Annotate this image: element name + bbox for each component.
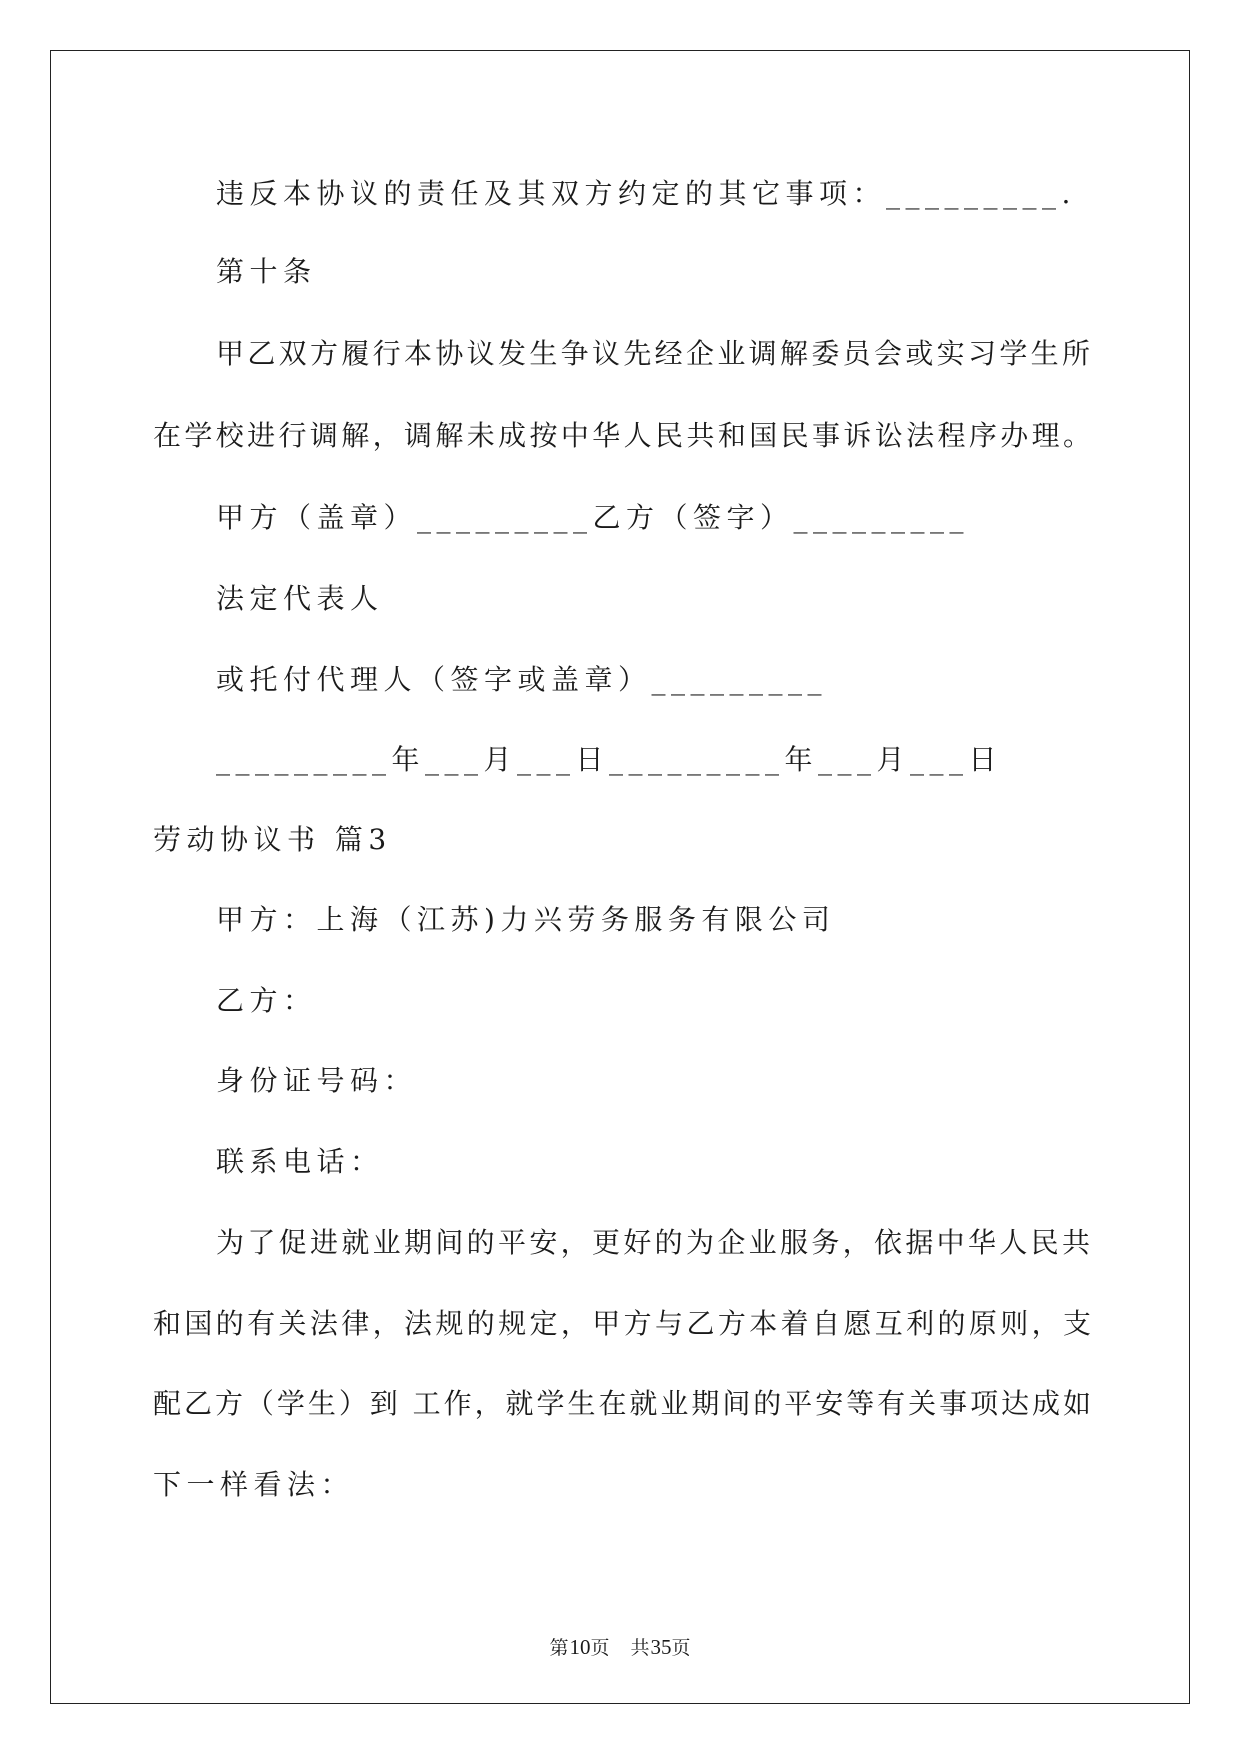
page-border [50,50,1190,1704]
paragraph-dispute-line-1: 甲乙双方履行本协议发生争议先经企业调解委员会或实习学生所 [216,337,1090,370]
paragraph-purpose-line-3: 配乙方（学生）到 工作，就学生在就业期间的平安等有关事项达成如 [153,1387,1091,1420]
text-legal-representative: 法定代表人 [216,582,384,615]
field-party-a: 甲方：上海（江苏)力兴劳务服务有限公司 [216,903,836,936]
text-line-liability: 违反本协议的责任及其双方约定的其它事项：_________. [216,177,1076,210]
signature-line-parties: 甲方（盖章）_________乙方（签字）_________ [216,501,970,534]
footer-total-pages: 35 [650,1635,672,1659]
paragraph-purpose-line-4: 下一样看法： [153,1468,355,1501]
field-party-b: 乙方： [216,984,317,1017]
date-line: _________年___月___日_________年___月___日 [216,743,1003,776]
signature-line-agent: 或托付代理人（签字或盖章）_________ [216,663,828,696]
footer-suffix: 页 [671,1637,692,1659]
footer-mid: 页 共 [590,1637,651,1659]
field-id-number: 身份证号码： [216,1064,418,1097]
field-phone: 联系电话： [216,1145,384,1178]
heading-article-10: 第十条 [216,255,317,288]
footer-prefix: 第 [549,1637,570,1659]
paragraph-purpose-line-2: 和国的有关法律，法规的规定，甲方与乙方本着自愿互利的原则，支 [153,1307,1091,1340]
section-title-agreement-3: 劳动协议书 篇3 [153,823,392,856]
page-footer [0,1637,1241,1658]
paragraph-purpose-line-1: 为了促进就业期间的平安，更好的为企业服务，依据中华人民共 [216,1226,1090,1259]
paragraph-dispute-line-2: 在学校进行调解，调解未成按中华人民共和国民事诉讼法程序办理。 [153,419,1091,452]
footer-current-page: 10 [569,1635,591,1659]
